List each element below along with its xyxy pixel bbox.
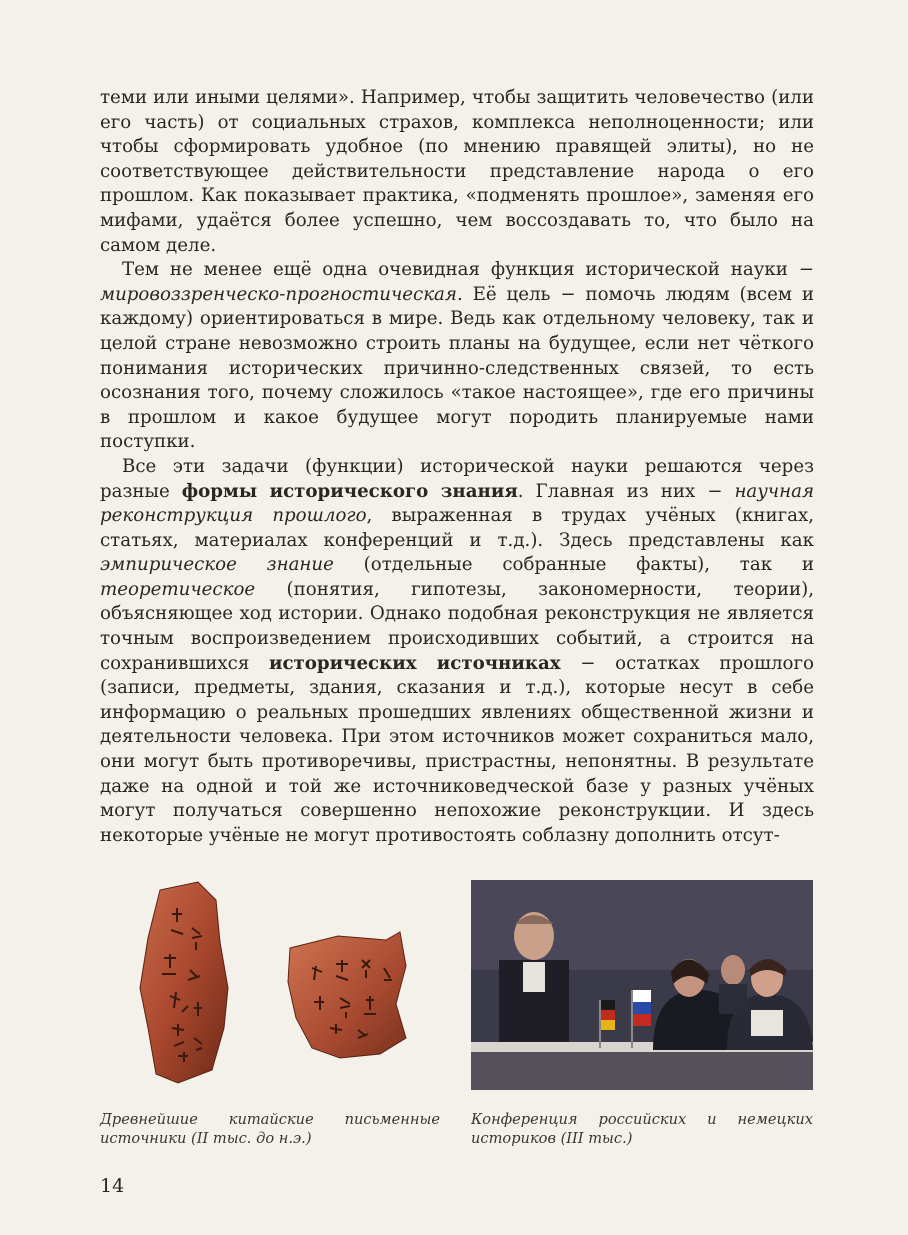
term-scientific-reconstruction: научная реконструкция прошлого: [100, 480, 814, 527]
paragraph-3-text-e: (понятия, гипотезы, закономерности, теории), объясняющее ход истории. Однако подобная реконструкция не является точным воспроизведением происходивших событий, а строится на сохранившихся: [100, 578, 814, 674]
oracle-bone-2: [288, 932, 406, 1058]
oracle-bones-illustration: [100, 878, 440, 1088]
term-worldview-prognostic: мировоззренческо-прогностическая: [100, 283, 457, 305]
paragraph-3-text-d: (отдельные собранные факты), так и: [333, 554, 814, 576]
paragraph-3-text-f: − остатках прошлого (записи, предметы, здания, сказания и т.д.), которые несут в себе информацию о реальных прошедших явлениях общественной жизни и деятельности человека. При этом источников может сохраниться мало, они могут быть противоречивы, пристрастны, непонятны. В результате даже на одной и той же источниковедческой базе у разных учёных могут получаться совершенно непохожие реконструкции. И здесь некоторые учёные не могут противостоять соблазну дополнить отсут-: [100, 652, 814, 846]
caption-oracle-bones: Древнейшие китайские письменные источники (II тыс. до н.э.): [100, 1111, 440, 1147]
oracle-bones-image: [100, 878, 440, 1088]
term-theoretical: теоретическое: [100, 578, 256, 600]
term-historical-sources: исторических источниках: [268, 652, 561, 674]
paragraph-3-text-a: Все эти задачи (функции) исторической науки решаются через разные: [100, 455, 814, 502]
paragraph-3-text-c: , выраженная в трудах учёных (книгах, статьях, материалах конференций и т.д.). Здесь представлены как: [100, 505, 814, 551]
paragraph-3: [100, 455, 814, 849]
term-empirical-knowledge: эмпирическое знание: [100, 554, 334, 576]
page-number: 14: [100, 1175, 125, 1197]
paragraph-2-text-a: Тем не менее ещё одна очевидная функция исторической науки −: [122, 259, 814, 281]
term-forms-of-knowledge: формы исторического знания: [181, 480, 518, 502]
background-person-figure: [719, 955, 747, 1014]
conference-illustration: [471, 880, 813, 1090]
conference-photo: [471, 880, 813, 1090]
paragraph-2-text-b: . Её цель − помочь людям (всем и каждому) ориентироваться в мире. Ведь как отдельному человеку, так и целой стране невозможно строить планы на будущее, если нет чёткого понимания исторических причинно-следственных связей, то есть осознания того, почему сложилось «такое настоящее», где его причины в прошлом и какое будущее могут породить планируемые нами поступки.: [100, 283, 814, 453]
paragraph-2: [100, 258, 814, 455]
paragraph-3-text-b: . Главная из них −: [517, 480, 735, 502]
caption-conference: Конференция российских и немецких историков (III тыс.): [471, 1111, 813, 1147]
main-text: [100, 86, 814, 848]
paragraph-1: теми или иными целями». Например, чтобы защитить человечество (или его часть) от социальных страхов, комплекса неполноценности; или чтобы сформировать удобное (по мнению правящей элиты), но не соответствующее действительности представление народа о его прошлом. Как показывает практика, «подменять прошлое», заменяя его мифами, удаётся более успешно, чем воссоздавать то, что было на самом деле.: [100, 87, 814, 256]
